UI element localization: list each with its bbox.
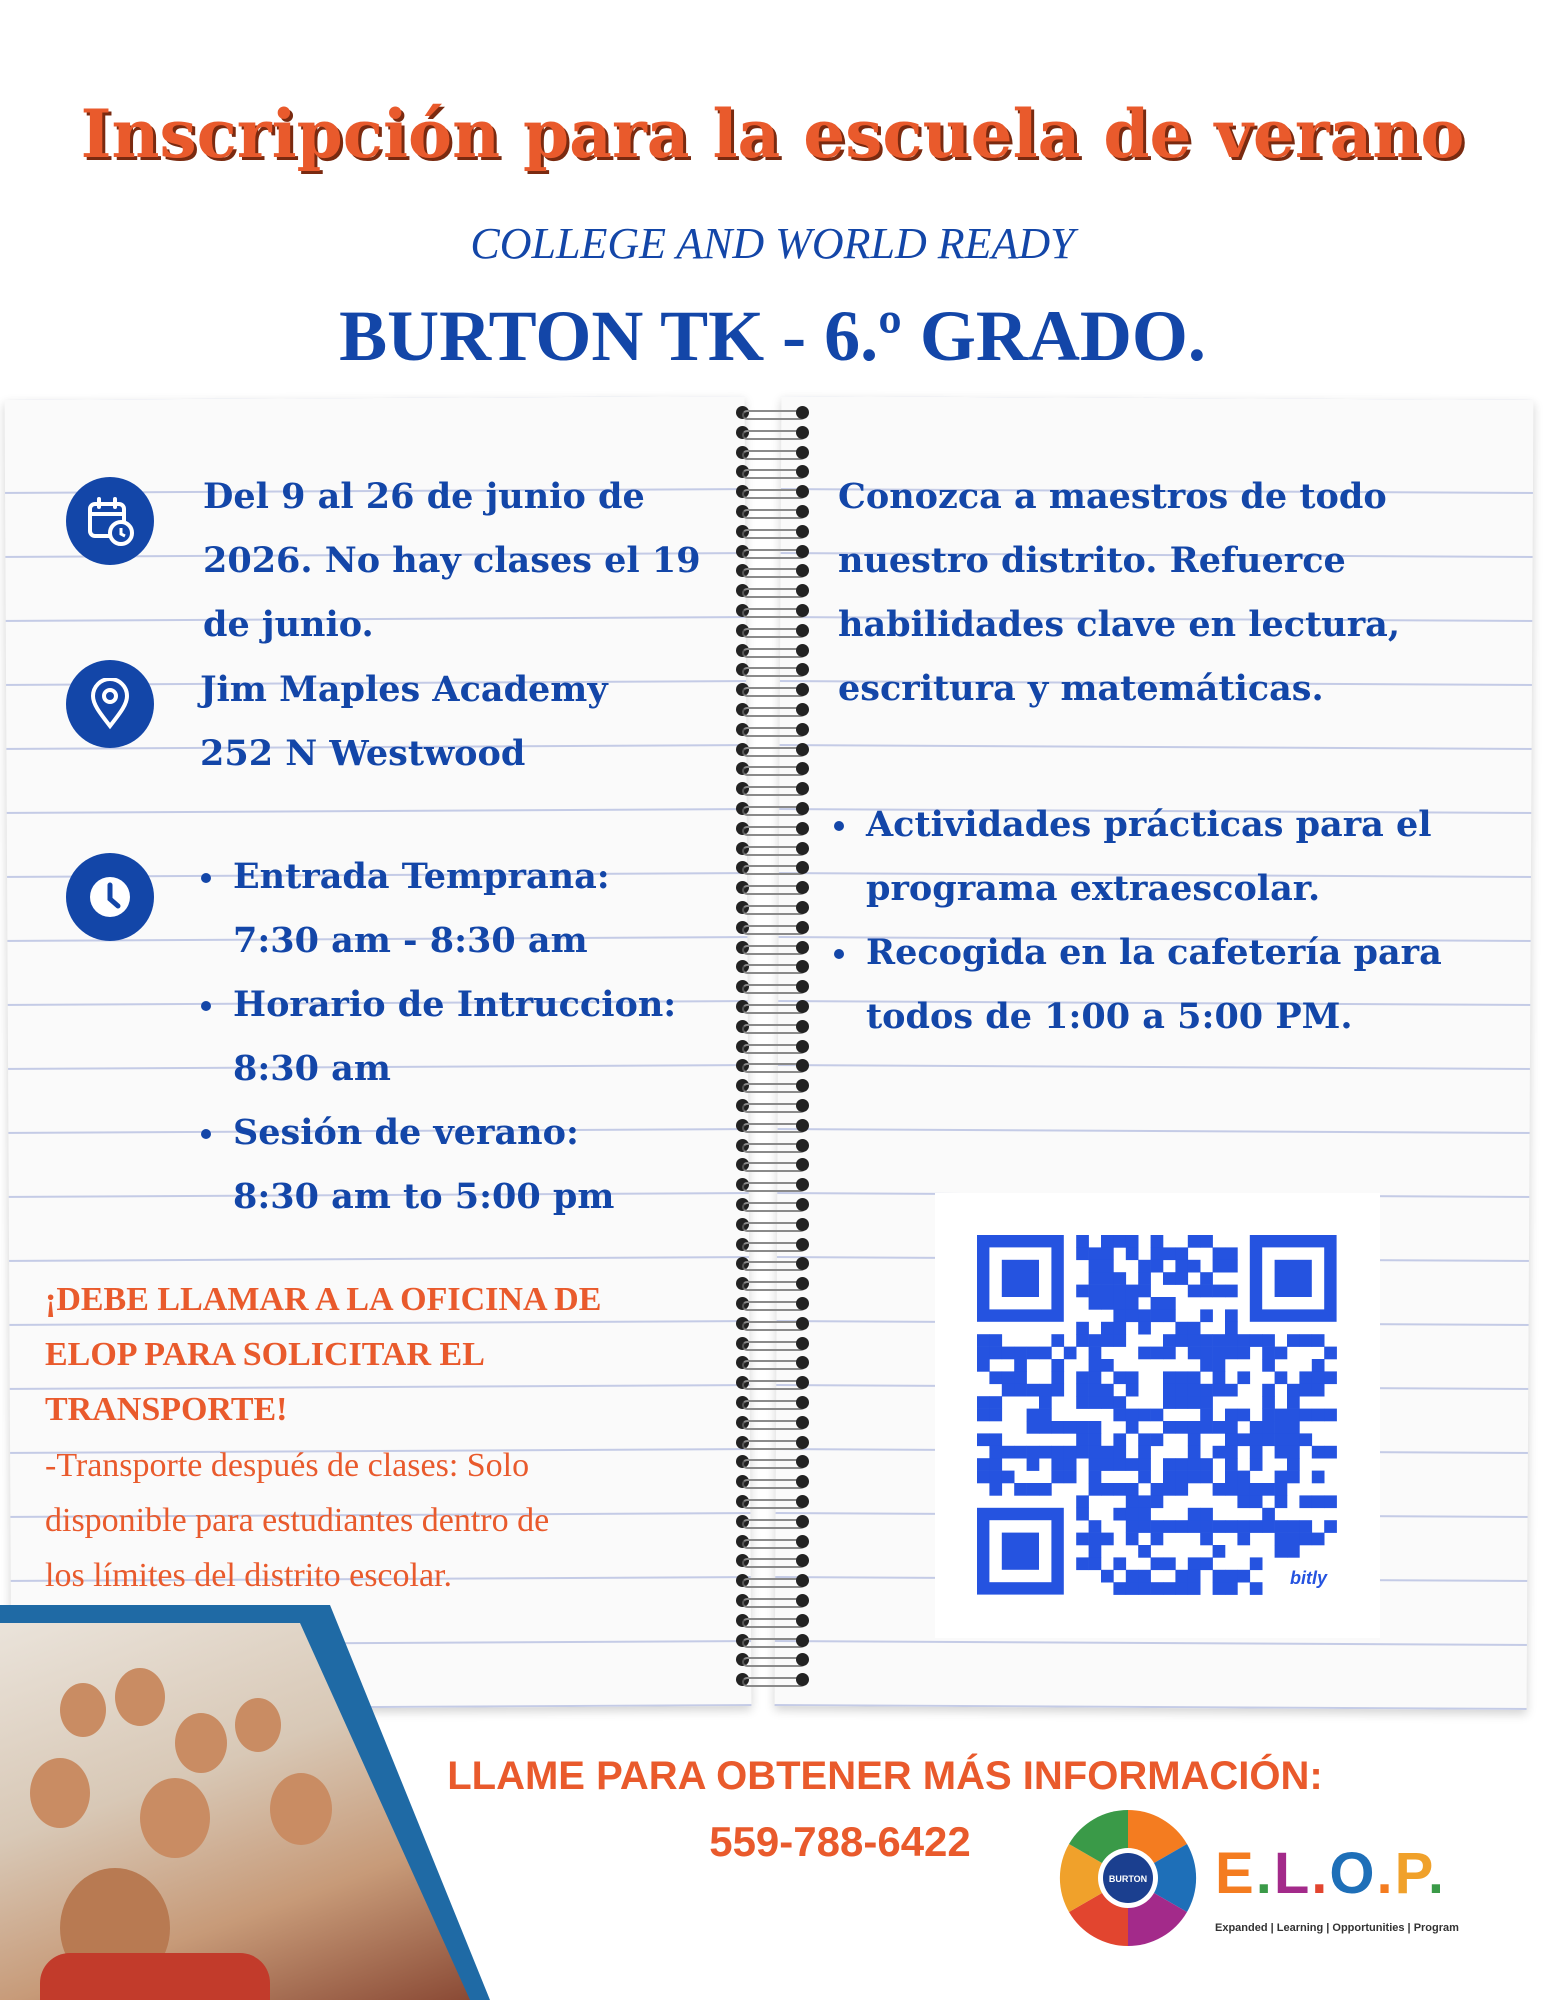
- logo-dot: .: [1311, 1841, 1330, 1906]
- qr-label: bitly: [1290, 1568, 1328, 1588]
- spiral-ring: [736, 545, 804, 559]
- location-text: [200, 658, 608, 786]
- spiral-ring: [736, 802, 804, 816]
- activity-line: Actividades prácticas para el: [866, 804, 1432, 845]
- spiral-ring: [736, 901, 804, 915]
- spiral-ring: [736, 1238, 804, 1252]
- clock-icon: [66, 853, 154, 941]
- transport-detail-line: disponible para estudiantes dentro de: [45, 1502, 550, 1539]
- child-face: [60, 1683, 106, 1737]
- logo-letter: E: [1215, 1841, 1256, 1906]
- logo-badge-text: BURTON: [1108, 1874, 1148, 1884]
- spiral-ring: [736, 881, 804, 895]
- logo-dot: .: [1255, 1841, 1274, 1906]
- schedule-label: Sesión de verano:: [233, 1112, 579, 1153]
- activity-item: [826, 793, 1442, 921]
- transport-notice-line: ¡DEBE LLAMAR A LA OFICINA DE: [45, 1281, 602, 1318]
- spiral-ring: [736, 1653, 804, 1667]
- logo-letter: P: [1394, 1841, 1428, 1906]
- spiral-ring: [736, 604, 804, 618]
- intro-text: [838, 465, 1400, 721]
- location-name: Jim Maples Academy: [200, 669, 608, 710]
- spiral-ring: [736, 1277, 804, 1291]
- spiral-ring: [736, 1416, 804, 1430]
- intro-line: Conozca a maestros de todo: [838, 476, 1387, 517]
- spiral-ring: [736, 1475, 804, 1489]
- spiral-ring: [736, 1040, 804, 1054]
- spiral-ring: [736, 446, 804, 460]
- spiral-ring: [736, 1554, 804, 1568]
- spiral-ring: [736, 644, 804, 658]
- spiral-ring: [736, 505, 804, 519]
- transport-detail-line: -Transporte después de clases: Solo: [45, 1447, 530, 1484]
- transport-notice-line: ELOP PARA SOLICITAR EL: [45, 1336, 485, 1373]
- logo-dot: .: [1376, 1841, 1395, 1906]
- spiral-ring: [736, 1218, 804, 1232]
- spiral-ring: [736, 465, 804, 479]
- spiral-ring: [736, 1436, 804, 1450]
- activities-list: [826, 793, 1442, 1049]
- schedule-time: 7:30 am - 8:30 am: [233, 920, 588, 961]
- spiral-ring: [736, 683, 804, 697]
- spiral-ring: [736, 1356, 804, 1370]
- schedule-label: Horario de Intruccion:: [233, 984, 677, 1025]
- spiral-ring: [736, 406, 804, 420]
- schedule-list: [193, 845, 676, 1229]
- spiral-ring: [736, 782, 804, 796]
- spiral-ring: [736, 1079, 804, 1093]
- transport-notice-line: TRANSPORTE!: [45, 1391, 288, 1428]
- spiral-ring: [736, 1376, 804, 1390]
- spiral-ring: [736, 1594, 804, 1608]
- logo-letter: O: [1329, 1841, 1377, 1906]
- spiral-ring: [736, 1515, 804, 1529]
- spiral-ring: [736, 703, 804, 717]
- calendar-clock-icon: [66, 477, 154, 565]
- child-face: [175, 1713, 227, 1773]
- spiral-ring: [736, 564, 804, 578]
- child-face: [140, 1778, 210, 1858]
- spiral-ring: [736, 1059, 804, 1073]
- spiral-ring: [736, 842, 804, 856]
- spiral-ring: [736, 485, 804, 499]
- elop-wordmark: [1215, 1840, 1446, 1907]
- schedule-time: 8:30 am: [233, 1048, 391, 1089]
- spiral-ring: [736, 1099, 804, 1113]
- intro-line: escritura y matemáticas.: [838, 668, 1324, 709]
- child-face: [235, 1698, 281, 1752]
- spiral-ring: [736, 1673, 804, 1687]
- activity-item: [826, 921, 1442, 1049]
- schedule-item: [193, 973, 676, 1101]
- notebook-spiral: [726, 406, 816, 1706]
- spiral-ring: [736, 1257, 804, 1271]
- spiral-ring: [736, 723, 804, 737]
- spiral-ring: [736, 1396, 804, 1410]
- spiral-ring: [736, 584, 804, 598]
- spiral-ring: [736, 941, 804, 955]
- elop-logo-icon: [1058, 1808, 1198, 1948]
- spiral-ring: [736, 921, 804, 935]
- spiral-ring: [736, 1337, 804, 1351]
- schedule-item: [193, 845, 676, 973]
- spiral-ring: [736, 743, 804, 757]
- spiral-ring: [736, 1535, 804, 1549]
- spiral-ring: [736, 1119, 804, 1133]
- activity-line: Recogida en la cafetería para: [866, 932, 1442, 973]
- transport-detail: [45, 1438, 549, 1603]
- child-face: [115, 1668, 165, 1726]
- spiral-ring: [736, 1495, 804, 1509]
- dates-text: [203, 465, 701, 657]
- transport-detail-line: los límites del distrito escolar.: [45, 1557, 453, 1594]
- spiral-ring: [736, 1020, 804, 1034]
- transport-notice: [45, 1272, 601, 1437]
- spiral-ring: [736, 762, 804, 776]
- intro-line: nuestro distrito. Refuerce: [838, 540, 1346, 581]
- child-shirt: [40, 1953, 270, 2013]
- activity-line: todos de 1:00 a 5:00 PM.: [866, 996, 1353, 1037]
- spiral-ring: [736, 1317, 804, 1331]
- grade-heading: BURTON TK - 6.º GRADO.: [339, 296, 1206, 376]
- call-for-info: LLAME PARA OBTENER MÁS INFORMACIÓN:: [447, 1754, 1323, 1798]
- spiral-ring: [736, 426, 804, 440]
- activity-line: programa extraescolar.: [866, 868, 1321, 909]
- spiral-ring: [736, 663, 804, 677]
- child-face: [270, 1773, 332, 1845]
- spiral-ring: [736, 1574, 804, 1588]
- spiral-ring: [736, 624, 804, 638]
- qr-code[interactable]: [935, 1193, 1380, 1638]
- spiral-ring: [736, 1000, 804, 1014]
- spiral-ring: [736, 1297, 804, 1311]
- location-pin-icon: [66, 660, 154, 748]
- phone-number[interactable]: 559-788-6422: [709, 1818, 971, 1865]
- schedule-time: 8:30 am to 5:00 pm: [233, 1176, 615, 1217]
- spiral-ring: [736, 1158, 804, 1172]
- spiral-ring: [736, 822, 804, 836]
- spiral-ring: [736, 1614, 804, 1628]
- dates-line: 2026. No hay clases el 19: [203, 540, 701, 581]
- dates-line: de junio.: [203, 604, 374, 645]
- dates-line: Del 9 al 26 de junio de: [203, 476, 645, 517]
- intro-line: habilidades clave en lectura,: [838, 604, 1401, 645]
- spiral-ring: [736, 1634, 804, 1648]
- subtitle: COLLEGE AND WORLD READY: [470, 219, 1075, 268]
- page-title: Inscripción para la escuela de verano: [80, 95, 1465, 173]
- spiral-ring: [736, 980, 804, 994]
- schedule-label: Entrada Temprana:: [233, 856, 610, 897]
- spiral-ring: [736, 525, 804, 539]
- spiral-ring: [736, 1178, 804, 1192]
- spiral-ring: [736, 1455, 804, 1469]
- schedule-item: [193, 1101, 676, 1229]
- spiral-ring: [736, 960, 804, 974]
- elop-tagline: Expanded | Learning | Opportunities | Program: [1215, 1922, 1459, 1934]
- child-face: [30, 1758, 90, 1828]
- spiral-ring: [736, 1139, 804, 1153]
- logo-letter: L: [1273, 1841, 1312, 1906]
- spiral-ring: [736, 861, 804, 875]
- spiral-ring: [736, 1198, 804, 1212]
- logo-dot: .: [1427, 1841, 1446, 1906]
- location-address: 252 N Westwood: [200, 733, 526, 774]
